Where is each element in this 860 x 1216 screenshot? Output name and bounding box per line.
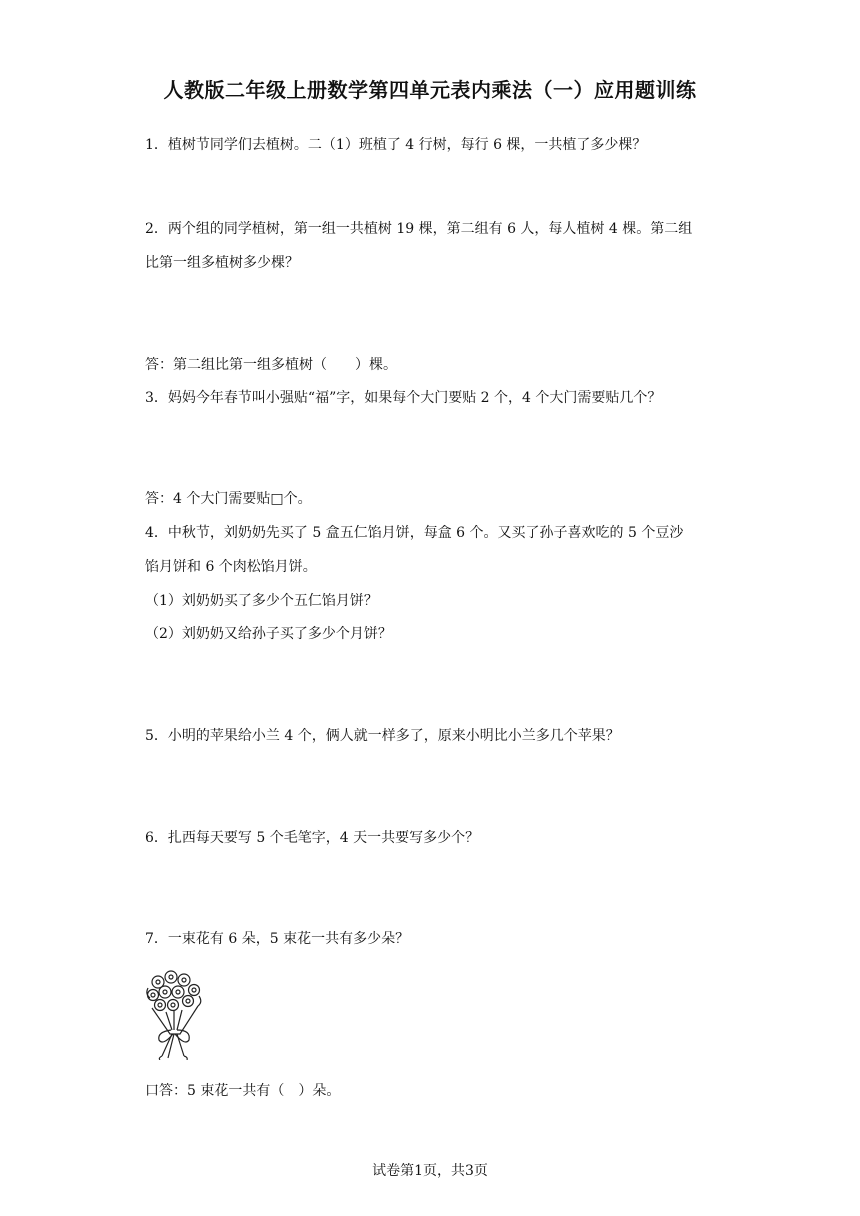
answer-7: 口答：5 束花一共有（ ）朵。 (145, 1083, 341, 1099)
answer-2: 答：第二组比第一组多植树（ ）棵。 (145, 357, 397, 373)
question-4-line-1: 4．中秋节，刘奶奶先买了 5 盒五仁馅月饼，每盒 6 个。又买了孙子喜欢吃的 5 个豆沙 (145, 525, 684, 541)
answer-3: 答：4 个大门需要贴□个。 (145, 491, 312, 507)
question-1: 1．植树节同学们去植树。二（1）班植了 4 行树，每行 6 棵，一共植了多少棵？ (145, 137, 647, 153)
question-5: 5．小明的苹果给小兰 4 个，俩人就一样多了，原来小明比小兰多几个苹果？ (145, 728, 620, 744)
question-2-line-2: 比第一组多植树多少棵？ (145, 255, 299, 271)
question-4-line-2: 馅月饼和 6 个肉松馅月饼。 (145, 559, 317, 575)
question-4-part-2: （2）刘奶奶又给孙子买了多少个月饼？ (145, 626, 392, 642)
flower-bouquet-image (144, 968, 206, 1060)
page-footer: 试卷第1页，共3页 (372, 1163, 488, 1179)
question-7: 7．一束花有 6 朵，5 束花一共有多少朵？ (145, 931, 410, 947)
question-2-line-1: 2．两个组的同学植树，第一组一共植树 19 棵，第二组有 6 人，每人植树 4 棵。第二组 (145, 221, 693, 237)
question-6: 6．扎西每天要写 5 个毛笔字，4 天一共要写多少个？ (145, 830, 480, 846)
page-title: 人教版二年级上册数学第四单元表内乘法（一）应用题训练 (163, 78, 697, 102)
question-4-part-1: （1）刘奶奶买了多少个五仁馅月饼？ (145, 593, 378, 609)
question-3: 3．妈妈今年春节叫小强贴“福”字，如果每个大门要贴 2 个，4 个大门需要贴几个？ (145, 390, 662, 406)
